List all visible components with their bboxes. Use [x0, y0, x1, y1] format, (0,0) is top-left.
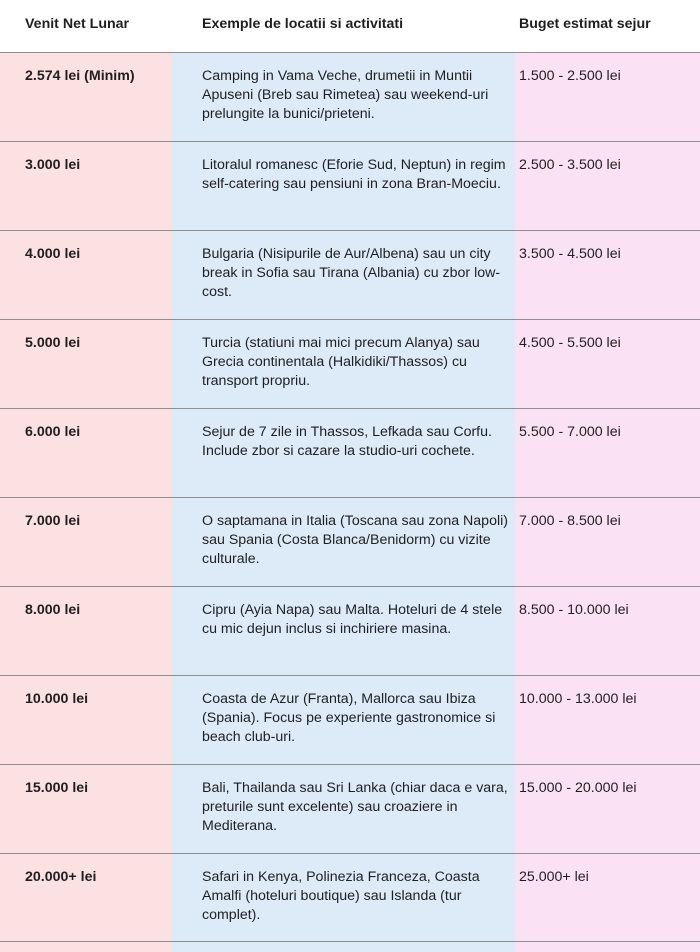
income-cell: 4.000 lei [25, 246, 81, 262]
examples-cell: Coasta de Azur (Franta), Mallorca sau Ibiza (Spania). Focus pe experiente gastronomice si beach club-uri. [202, 691, 496, 745]
income-cell: 6.000 lei [25, 424, 81, 440]
table-row [0, 764, 700, 853]
budget-cell: 7.000 - 8.500 lei [519, 513, 621, 529]
table-row [0, 497, 700, 586]
budget-cell: 25.000+ lei [519, 869, 589, 885]
budget-cell: 5.500 - 7.000 lei [519, 424, 621, 440]
budget-cell: 15.000 - 20.000 lei [519, 780, 637, 796]
income-cell: 2.574 lei (Minim) [25, 68, 135, 84]
income-cell: 8.000 lei [25, 602, 81, 618]
table-header [0, 0, 700, 52]
table-row [0, 408, 700, 497]
table-row [0, 586, 700, 675]
examples-cell: Camping in Vama Veche, drumetii in Muntii Apuseni (Breb sau Rimetea) sau weekend-uri prelungite la bunici/prieteni. [202, 68, 489, 122]
income-cell: 10.000 lei [25, 691, 89, 707]
header-budget: Buget estimat sejur [519, 16, 651, 32]
table-row [0, 230, 700, 319]
header-examples: Exemple de locatii si activitati [202, 16, 404, 32]
examples-cell: O saptamana in Italia (Toscana sau zona Napoli) sau Spania (Costa Blanca/Benidorm) cu vizite culturale. [202, 513, 508, 567]
examples-cell: Bali, Thailanda sau Sri Lanka (chiar daca e vara, preturile sunt excelente) sau croaziere in Mediterana. [202, 780, 508, 834]
budget-cell: 10.000 - 13.000 lei [519, 691, 637, 707]
budget-cell: 3.500 - 4.500 lei [519, 246, 621, 262]
budget-cell: 4.500 - 5.500 lei [519, 335, 621, 351]
budget-cell: 2.500 - 3.500 lei [519, 157, 621, 173]
table-row [0, 675, 700, 764]
table-row [0, 319, 700, 408]
table-bottom-divider [0, 941, 700, 942]
examples-cell: Safari in Kenya, Polinezia Franceza, Coasta Amalfi (hoteluri boutique) sau Islanda (tur complet). [202, 869, 480, 923]
examples-cell: Sejur de 7 zile in Thassos, Lefkada sau Corfu. Include zbor si cazare la studio-uri cochete. [202, 424, 492, 459]
table-row [0, 853, 700, 942]
examples-cell: Bulgaria (Nisipurile de Aur/Albena) sau un city break in Sofia sau Tirana (Albania) cu zbor low-cost. [202, 246, 501, 300]
income-cell: 15.000 lei [25, 780, 89, 796]
examples-cell: Turcia (statiuni mai mici precum Alanya) sau Grecia continentala (Halkidiki/Thassos) cu transport propriu. [202, 335, 480, 389]
examples-cell: Litoralul romanesc (Eforie Sud, Neptun) in regim self-catering sau pensiuni in zona Bran-Moeciu. [202, 157, 506, 192]
income-cell: 5.000 lei [25, 335, 81, 351]
header-income: Venit Net Lunar [25, 16, 130, 32]
table-row [0, 52, 700, 141]
income-cell: 20.000+ lei [25, 869, 97, 885]
income-cell: 3.000 lei [25, 157, 81, 173]
examples-cell: Cipru (Ayia Napa) sau Malta. Hoteluri de 4 stele cu mic dejun inclus si inchiriere masina. [202, 602, 503, 637]
budget-cell: 8.500 - 10.000 lei [519, 602, 629, 618]
income-cell: 7.000 lei [25, 513, 81, 529]
budget-cell: 1.500 - 2.500 lei [519, 68, 621, 84]
table-row [0, 141, 700, 230]
